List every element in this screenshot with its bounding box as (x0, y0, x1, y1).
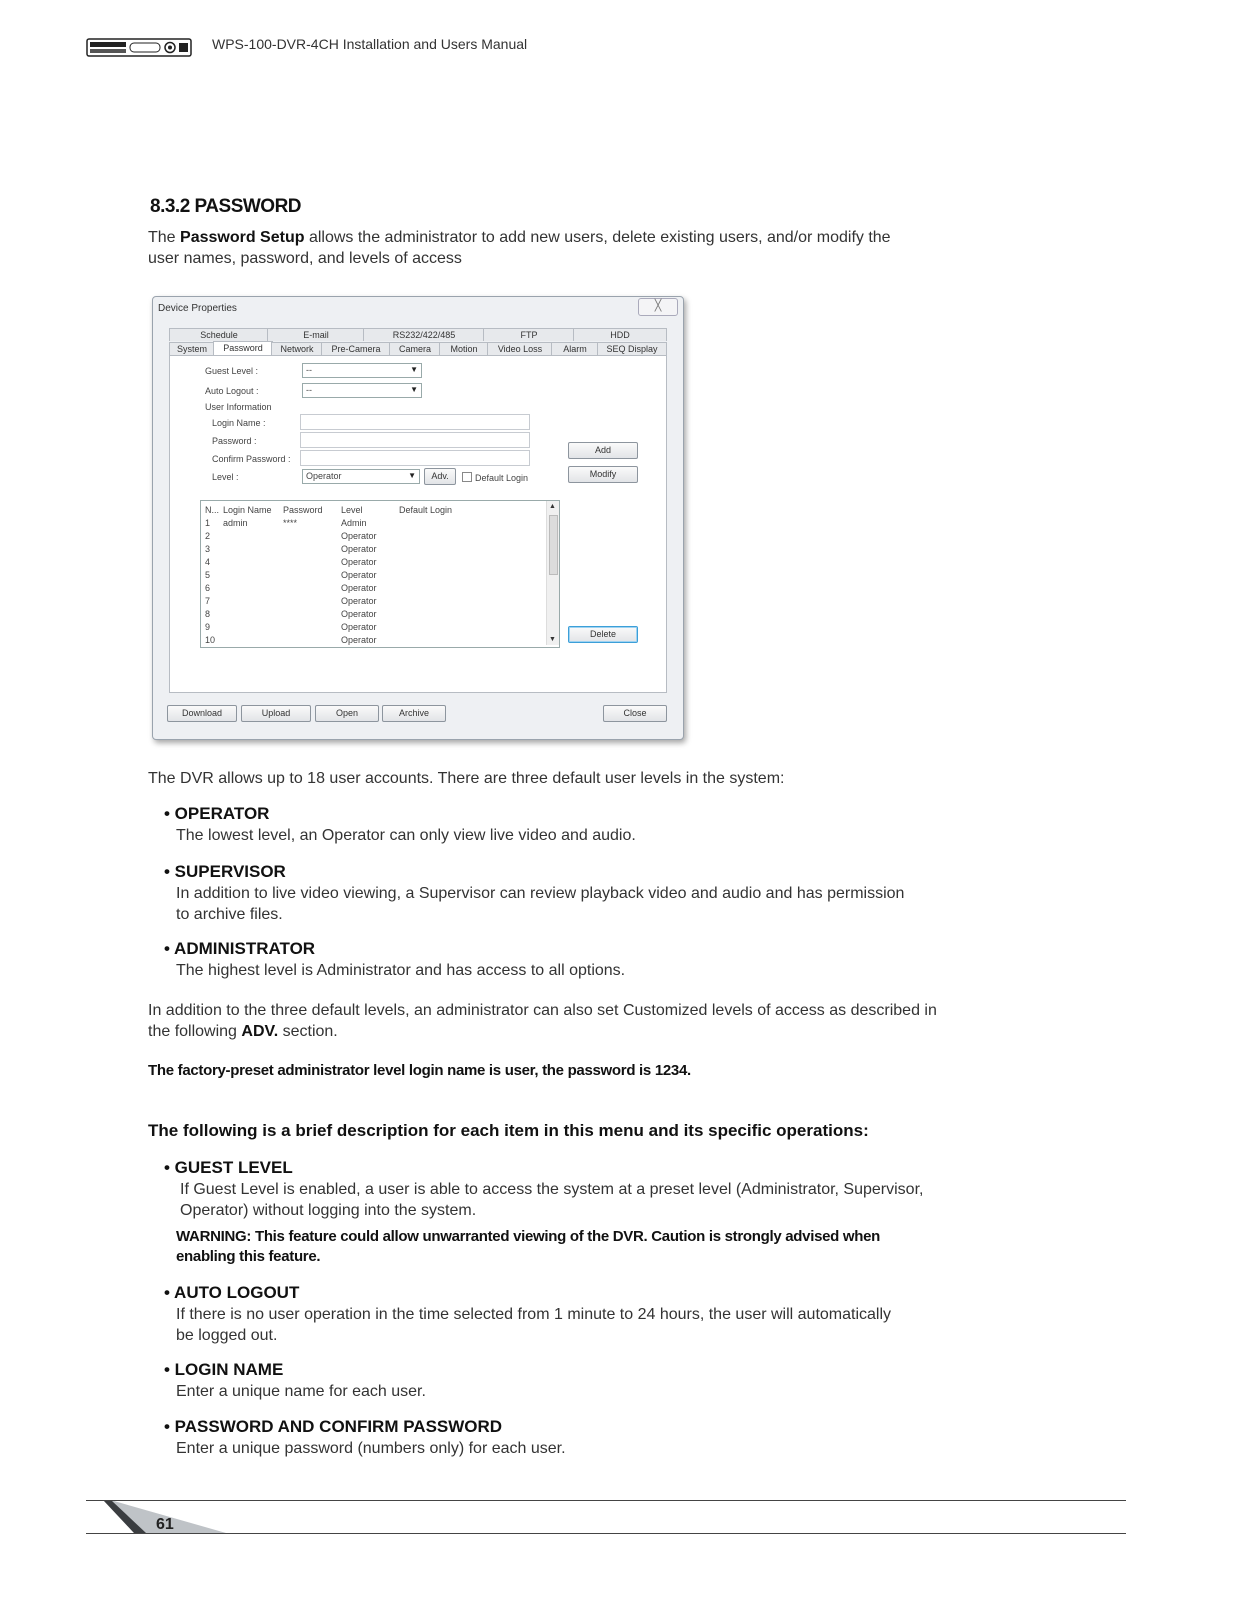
table-row[interactable] (201, 544, 541, 557)
tab-rs232[interactable]: RS232/422/485 (363, 328, 485, 341)
table-row[interactable] (201, 531, 541, 544)
cell-n: 2 (205, 531, 211, 541)
password-heading: • PASSWORD AND CONFIRM PASSWORD (164, 1417, 503, 1436)
scrollbar-thumb[interactable] (549, 515, 558, 575)
login-name-heading: • LOGIN NAME (164, 1360, 284, 1379)
level-select[interactable]: Operator ▼ (302, 469, 420, 484)
table-row[interactable] (201, 596, 541, 609)
tab-schedule[interactable]: Schedule (169, 328, 269, 341)
upload-button[interactable]: Upload (241, 705, 311, 722)
scroll-up-icon[interactable]: ▲ (549, 503, 556, 510)
login-name-field[interactable] (300, 414, 530, 430)
table-row[interactable] (201, 635, 541, 648)
password-field[interactable] (300, 432, 530, 448)
tab-alarm[interactable]: Alarm (551, 342, 599, 355)
list-scrollbar[interactable] (546, 501, 559, 645)
col-header-level[interactable]: Level (341, 505, 363, 515)
dvr-device-icon (86, 36, 192, 58)
tab-seq-display[interactable]: SEQ Display (597, 342, 667, 355)
cell-n: 1 (205, 518, 211, 528)
cell-n: 10 (205, 635, 216, 645)
tab-password[interactable]: Password (213, 341, 273, 356)
auto-logout-heading: • AUTO LOGOUT (164, 1283, 300, 1302)
intro-paragraph: The Password Setup allows the administrator to add new users, delete existing users, and/or modify the user names, password, and levels of access (148, 229, 891, 267)
guest-level-select[interactable]: -- ▼ (302, 363, 422, 378)
chevron-down-icon: ▼ (408, 471, 416, 480)
password-text: Enter a unique password (numbers only) for each user. (176, 1440, 566, 1457)
page-number: 61 (156, 1516, 174, 1533)
close-button[interactable]: Close (603, 705, 667, 722)
cell-level: Operator (341, 557, 377, 567)
cell-level: Operator (341, 544, 377, 554)
download-button[interactable]: Download (167, 705, 237, 722)
col-header-default-login[interactable]: Default Login (399, 505, 453, 515)
cell-n: 3 (205, 544, 211, 554)
col-header-number[interactable]: N... (205, 505, 220, 515)
cell-n: 8 (205, 609, 211, 619)
tab-pre-camera[interactable]: Pre-Camera (321, 342, 391, 355)
cell-level: Operator (341, 596, 377, 606)
guest-level-text: If Guest Level is enabled, a user is able to access the system at a preset level (Administrator, Supervisor, Operator) without logging into the system. (180, 1181, 924, 1219)
cell-n: 7 (205, 596, 211, 606)
chevron-down-icon: ▼ (410, 385, 418, 394)
cell-level: Operator (341, 622, 377, 632)
dialog-title: Device Properties (158, 303, 237, 314)
supervisor-heading: • SUPERVISOR (164, 862, 286, 881)
tab-camera[interactable]: Camera (389, 342, 441, 355)
cell-level: Admin (341, 518, 367, 528)
tab-email[interactable]: E-mail (267, 328, 365, 341)
administrator-text: The highest level is Administrator and has access to all options. (176, 962, 626, 979)
col-header-password[interactable]: Password (283, 505, 323, 515)
factory-note: The factory-preset administrator level login name is user, the password is 1234. (148, 1062, 691, 1079)
cell-login: admin (223, 518, 248, 528)
tab-system[interactable]: System (169, 342, 215, 355)
guest-level-label: Guest Level : (205, 366, 259, 376)
guest-level-heading: • GUEST LEVEL (164, 1158, 293, 1177)
footer-rule-top (86, 1500, 1126, 1501)
login-name-label: Login Name : (212, 418, 266, 428)
user-information-label: User Information (205, 402, 272, 412)
operator-heading: • OPERATOR (164, 804, 270, 823)
default-login-checkbox[interactable] (462, 472, 472, 482)
confirm-password-label: Confirm Password : (212, 454, 291, 464)
cell-n: 6 (205, 583, 211, 593)
cell-n: 5 (205, 570, 211, 580)
cell-level: Operator (341, 635, 377, 645)
add-button[interactable]: Add (568, 442, 638, 459)
cell-level: Operator (341, 570, 377, 580)
table-row[interactable] (201, 609, 541, 622)
tab-video-loss[interactable]: Video Loss (487, 342, 553, 355)
chevron-down-icon: ▼ (410, 365, 418, 374)
section-heading: 8.3.2 PASSWORD (150, 196, 302, 217)
table-row[interactable] (201, 570, 541, 583)
adv-button[interactable]: Adv. (424, 468, 456, 485)
confirm-password-field[interactable] (300, 450, 530, 466)
scroll-down-icon[interactable]: ▼ (549, 636, 556, 643)
cell-n: 4 (205, 557, 211, 567)
operator-text: The lowest level, an Operator can only view live video and audio. (176, 827, 636, 844)
col-header-login-name[interactable]: Login Name (223, 505, 272, 515)
tab-hdd[interactable]: HDD (573, 328, 667, 341)
open-button[interactable]: Open (315, 705, 379, 722)
default-login-label: Default Login (475, 473, 529, 483)
archive-button[interactable]: Archive (382, 705, 446, 722)
password-label: Password : (212, 436, 257, 446)
administrator-heading: • ADMINISTRATOR (164, 939, 316, 958)
table-row[interactable] (201, 622, 541, 635)
table-row[interactable] (201, 557, 541, 570)
guest-level-warning: WARNING: This feature could allow unwarranted viewing of the DVR. Caution is strongly advised when enabling this feature. (176, 1228, 881, 1265)
cell-password: **** (283, 518, 298, 528)
auto-logout-select[interactable]: -- ▼ (302, 383, 422, 398)
login-name-text: Enter a unique name for each user. (176, 1383, 426, 1400)
cell-level: Operator (341, 609, 377, 619)
supervisor-text: In addition to live video viewing, a Supervisor can review playback video and audio and has permission to archive files. (176, 885, 905, 923)
tab-motion[interactable]: Motion (439, 342, 489, 355)
cell-n: 9 (205, 622, 211, 632)
auto-logout-text: If there is no user operation in the time selected from 1 minute to 24 hours, the user will automatically be logged out. (176, 1306, 892, 1344)
device-properties-dialog (152, 296, 684, 740)
tab-ftp[interactable]: FTP (483, 328, 575, 341)
auto-logout-label: Auto Logout : (205, 386, 259, 396)
document-title: WPS-100-DVR-4CH Installation and Users Manual (212, 36, 528, 52)
cell-level: Operator (341, 583, 377, 593)
custom-levels-paragraph: In addition to the three default levels, an administrator can also set Customized levels of access as described in the following ADV. section. (148, 1002, 937, 1040)
level-label: Level : (212, 472, 239, 482)
delete-button[interactable]: Delete (568, 626, 638, 643)
footer-rule-bottom (86, 1533, 1126, 1534)
close-icon[interactable]: ╳ (638, 298, 678, 316)
table-row[interactable] (201, 518, 541, 531)
cell-level: Operator (341, 531, 377, 541)
accounts-text: The DVR allows up to 18 user accounts. There are three default user levels in the system: (148, 770, 785, 787)
user-list[interactable] (200, 500, 560, 648)
tab-network[interactable]: Network (271, 342, 323, 355)
items-heading: The following is a brief description for each item in this menu and its specific operations: (148, 1121, 869, 1140)
modify-button[interactable]: Modify (568, 466, 638, 483)
table-row[interactable] (201, 583, 541, 596)
